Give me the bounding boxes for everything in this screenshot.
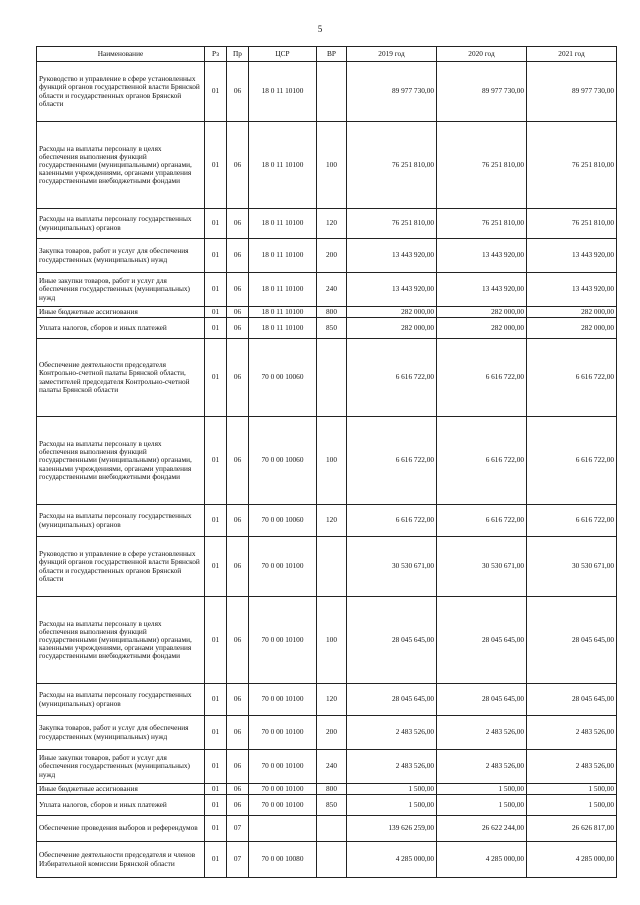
cell-y2021: 30 530 671,00 [527, 537, 617, 597]
cell-vr: 120 [317, 684, 347, 716]
cell-pr: 06 [227, 273, 249, 307]
page-number: 5 [317, 24, 323, 34]
cell-rz: 01 [205, 716, 227, 750]
cell-csr: 70 0 00 10100 [249, 597, 317, 684]
cell-y2019: 2 483 526,00 [347, 716, 437, 750]
cell-name: Закупка товаров, работ и услуг для обеспечения государственных (муниципальных) нужд [37, 716, 205, 750]
cell-name: Обеспечение проведения выборов и референдумов [37, 816, 205, 842]
cell-pr: 06 [227, 684, 249, 716]
cell-name: Расходы на выплаты персоналу государственных (муниципальных) органов [37, 209, 205, 239]
table-row [37, 417, 617, 505]
cell-y2021: 13 443 920,00 [527, 273, 617, 307]
table-row [37, 716, 617, 750]
table-row [37, 750, 617, 784]
cell-vr: 200 [317, 716, 347, 750]
cell-name: Закупка товаров, работ и услуг для обеспечения государственных (муниципальных) нужд [37, 239, 205, 273]
cell-rz: 01 [205, 795, 227, 816]
table-row [37, 339, 617, 417]
cell-y2021: 6 616 722,00 [527, 339, 617, 417]
header-2021: 2021 год [527, 47, 617, 62]
cell-csr: 70 0 00 10100 [249, 684, 317, 716]
cell-rz: 01 [205, 417, 227, 505]
cell-y2019: 282 000,00 [347, 318, 437, 339]
header-vr: ВР [317, 47, 347, 62]
cell-y2020: 6 616 722,00 [437, 339, 527, 417]
cell-pr: 06 [227, 417, 249, 505]
header-rz: Рз [205, 47, 227, 62]
cell-y2019: 139 626 259,00 [347, 816, 437, 842]
cell-csr: 70 0 00 10100 [249, 784, 317, 795]
cell-vr [317, 62, 347, 122]
cell-csr: 18 0 11 10100 [249, 209, 317, 239]
table-row [37, 318, 617, 339]
cell-name: Обеспечение деятельности председателя Контрольно-счетной палаты Брянской области, заместителей председателя Контрольно-счетной палаты Брянской области [37, 339, 205, 417]
cell-y2020: 76 251 810,00 [437, 209, 527, 239]
cell-name: Руководство и управление в сфере установленных функций органов государственной власти Брянской области и государственных органов Брянской области [37, 62, 205, 122]
cell-pr: 06 [227, 209, 249, 239]
cell-y2019: 6 616 722,00 [347, 417, 437, 505]
cell-rz: 01 [205, 318, 227, 339]
cell-y2019: 28 045 645,00 [347, 684, 437, 716]
cell-y2020: 2 483 526,00 [437, 750, 527, 784]
cell-vr: 800 [317, 784, 347, 795]
cell-y2020: 28 045 645,00 [437, 684, 527, 716]
cell-y2020: 89 977 730,00 [437, 62, 527, 122]
cell-y2021: 1 500,00 [527, 795, 617, 816]
header-name: Наименование [37, 47, 205, 62]
cell-y2021: 2 483 526,00 [527, 750, 617, 784]
cell-csr: 70 0 00 10060 [249, 339, 317, 417]
cell-csr: 70 0 00 10060 [249, 417, 317, 505]
header-csr: ЦСР [249, 47, 317, 62]
table-row [37, 795, 617, 816]
header-2020: 2020 год [437, 47, 527, 62]
cell-y2019: 282 000,00 [347, 307, 437, 318]
table-row [37, 784, 617, 795]
cell-y2021: 76 251 810,00 [527, 122, 617, 209]
cell-pr: 06 [227, 537, 249, 597]
cell-y2019: 89 977 730,00 [347, 62, 437, 122]
cell-y2020: 6 616 722,00 [437, 417, 527, 505]
cell-vr: 850 [317, 795, 347, 816]
cell-y2019: 6 616 722,00 [347, 505, 437, 537]
cell-rz: 01 [205, 62, 227, 122]
cell-y2020: 26 622 244,00 [437, 816, 527, 842]
table-row [37, 62, 617, 122]
table-row [37, 209, 617, 239]
cell-pr: 06 [227, 318, 249, 339]
cell-y2019: 1 500,00 [347, 784, 437, 795]
cell-y2021: 4 285 000,00 [527, 842, 617, 878]
cell-y2021: 6 616 722,00 [527, 505, 617, 537]
cell-pr: 06 [227, 339, 249, 417]
cell-name: Уплата налогов, сборов и иных платежей [37, 795, 205, 816]
table-row [37, 684, 617, 716]
cell-y2020: 76 251 810,00 [437, 122, 527, 209]
cell-y2021: 28 045 645,00 [527, 684, 617, 716]
cell-vr: 240 [317, 750, 347, 784]
cell-name: Руководство и управление в сфере установленных функций органов государственной власти Брянской области и государственных органов Брянской области [37, 537, 205, 597]
cell-y2021: 28 045 645,00 [527, 597, 617, 684]
cell-pr: 06 [227, 307, 249, 318]
cell-pr: 07 [227, 842, 249, 878]
cell-y2020: 1 500,00 [437, 795, 527, 816]
cell-rz: 01 [205, 307, 227, 318]
cell-csr: 70 0 00 10080 [249, 842, 317, 878]
cell-y2019: 13 443 920,00 [347, 239, 437, 273]
cell-y2019: 4 285 000,00 [347, 842, 437, 878]
cell-y2020: 282 000,00 [437, 318, 527, 339]
cell-rz: 01 [205, 684, 227, 716]
cell-vr: 200 [317, 239, 347, 273]
cell-rz: 01 [205, 505, 227, 537]
cell-rz: 01 [205, 339, 227, 417]
cell-vr: 100 [317, 122, 347, 209]
cell-csr: 18 0 11 10100 [249, 122, 317, 209]
cell-y2020: 30 530 671,00 [437, 537, 527, 597]
cell-rz: 01 [205, 209, 227, 239]
cell-y2021: 282 000,00 [527, 318, 617, 339]
cell-y2020: 1 500,00 [437, 784, 527, 795]
table-row [37, 273, 617, 307]
cell-rz: 01 [205, 122, 227, 209]
cell-y2019: 13 443 920,00 [347, 273, 437, 307]
cell-y2021: 26 626 817,00 [527, 816, 617, 842]
table-row [37, 597, 617, 684]
cell-vr: 850 [317, 318, 347, 339]
cell-y2019: 28 045 645,00 [347, 597, 437, 684]
cell-pr: 06 [227, 505, 249, 537]
table-row [37, 816, 617, 842]
cell-vr [317, 816, 347, 842]
cell-pr: 06 [227, 597, 249, 684]
cell-pr: 06 [227, 122, 249, 209]
cell-vr [317, 339, 347, 417]
cell-vr: 800 [317, 307, 347, 318]
cell-pr: 06 [227, 750, 249, 784]
cell-vr [317, 537, 347, 597]
cell-csr: 70 0 00 10100 [249, 750, 317, 784]
cell-pr: 06 [227, 239, 249, 273]
table-row [37, 505, 617, 537]
cell-rz: 01 [205, 273, 227, 307]
cell-csr: 70 0 00 10100 [249, 795, 317, 816]
cell-rz: 01 [205, 784, 227, 795]
header-pr: Пр [227, 47, 249, 62]
cell-pr: 06 [227, 795, 249, 816]
cell-y2020: 13 443 920,00 [437, 239, 527, 273]
cell-rz: 01 [205, 537, 227, 597]
cell-vr: 240 [317, 273, 347, 307]
cell-y2020: 28 045 645,00 [437, 597, 527, 684]
cell-csr: 70 0 00 10100 [249, 537, 317, 597]
cell-name: Расходы на выплаты персоналу в целях обеспечения выполнения функций государственными (муниципальными) органами, казенными учреждениями, органами управления государственными внебюджетными фондами [37, 417, 205, 505]
cell-y2019: 76 251 810,00 [347, 122, 437, 209]
budget-table [36, 46, 617, 878]
cell-pr: 06 [227, 62, 249, 122]
cell-vr: 120 [317, 505, 347, 537]
cell-name: Расходы на выплаты персоналу в целях обеспечения выполнения функций государственными (муниципальными) органами, казенными учреждениями, органами управления государственными внебюджетными фондами [37, 597, 205, 684]
cell-name: Расходы на выплаты персоналу государственных (муниципальных) органов [37, 684, 205, 716]
cell-name: Уплата налогов, сборов и иных платежей [37, 318, 205, 339]
cell-y2019: 1 500,00 [347, 795, 437, 816]
cell-vr: 120 [317, 209, 347, 239]
cell-rz: 01 [205, 842, 227, 878]
cell-y2021: 13 443 920,00 [527, 239, 617, 273]
header-2019: 2019 год [347, 47, 437, 62]
cell-pr: 06 [227, 784, 249, 795]
cell-name: Иные закупки товаров, работ и услуг для обеспечения государственных (муниципальных) нужд [37, 750, 205, 784]
table-body [37, 62, 617, 878]
cell-name: Расходы на выплаты персоналу в целях обеспечения выполнения функций государственными (муниципальными) органами, казенными учреждениями, органами управления государственными внебюджетными фондами [37, 122, 205, 209]
cell-y2019: 76 251 810,00 [347, 209, 437, 239]
cell-rz: 01 [205, 597, 227, 684]
table-row [37, 122, 617, 209]
cell-y2020: 6 616 722,00 [437, 505, 527, 537]
cell-pr: 06 [227, 716, 249, 750]
cell-y2021: 1 500,00 [527, 784, 617, 795]
table-row [37, 239, 617, 273]
cell-y2021: 2 483 526,00 [527, 716, 617, 750]
cell-name: Иные бюджетные ассигнования [37, 307, 205, 318]
cell-y2019: 2 483 526,00 [347, 750, 437, 784]
table-header-row [37, 47, 617, 62]
cell-pr: 07 [227, 816, 249, 842]
cell-vr: 100 [317, 597, 347, 684]
table-row [37, 307, 617, 318]
cell-y2021: 282 000,00 [527, 307, 617, 318]
cell-y2020: 2 483 526,00 [437, 716, 527, 750]
cell-rz: 01 [205, 239, 227, 273]
cell-y2019: 6 616 722,00 [347, 339, 437, 417]
cell-csr: 18 0 11 10100 [249, 273, 317, 307]
cell-y2021: 76 251 810,00 [527, 209, 617, 239]
cell-vr: 100 [317, 417, 347, 505]
cell-csr: 70 0 00 10100 [249, 716, 317, 750]
cell-y2021: 89 977 730,00 [527, 62, 617, 122]
cell-y2020: 282 000,00 [437, 307, 527, 318]
cell-y2021: 6 616 722,00 [527, 417, 617, 505]
cell-name: Расходы на выплаты персоналу государственных (муниципальных) органов [37, 505, 205, 537]
cell-csr: 18 0 11 10100 [249, 239, 317, 273]
cell-y2019: 30 530 671,00 [347, 537, 437, 597]
cell-name: Иные бюджетные ассигнования [37, 784, 205, 795]
cell-csr: 18 0 11 10100 [249, 62, 317, 122]
cell-csr: 70 0 00 10060 [249, 505, 317, 537]
table-row [37, 537, 617, 597]
cell-name: Обеспечение деятельности председателя и членов Избирательной комиссии Брянской области [37, 842, 205, 878]
cell-csr: 18 0 11 10100 [249, 318, 317, 339]
cell-name: Иные закупки товаров, работ и услуг для обеспечения государственных (муниципальных) нужд [37, 273, 205, 307]
cell-csr [249, 816, 317, 842]
cell-vr [317, 842, 347, 878]
cell-y2020: 13 443 920,00 [437, 273, 527, 307]
cell-y2020: 4 285 000,00 [437, 842, 527, 878]
cell-csr: 18 0 11 10100 [249, 307, 317, 318]
table-row [37, 842, 617, 878]
cell-rz: 01 [205, 750, 227, 784]
cell-rz: 01 [205, 816, 227, 842]
